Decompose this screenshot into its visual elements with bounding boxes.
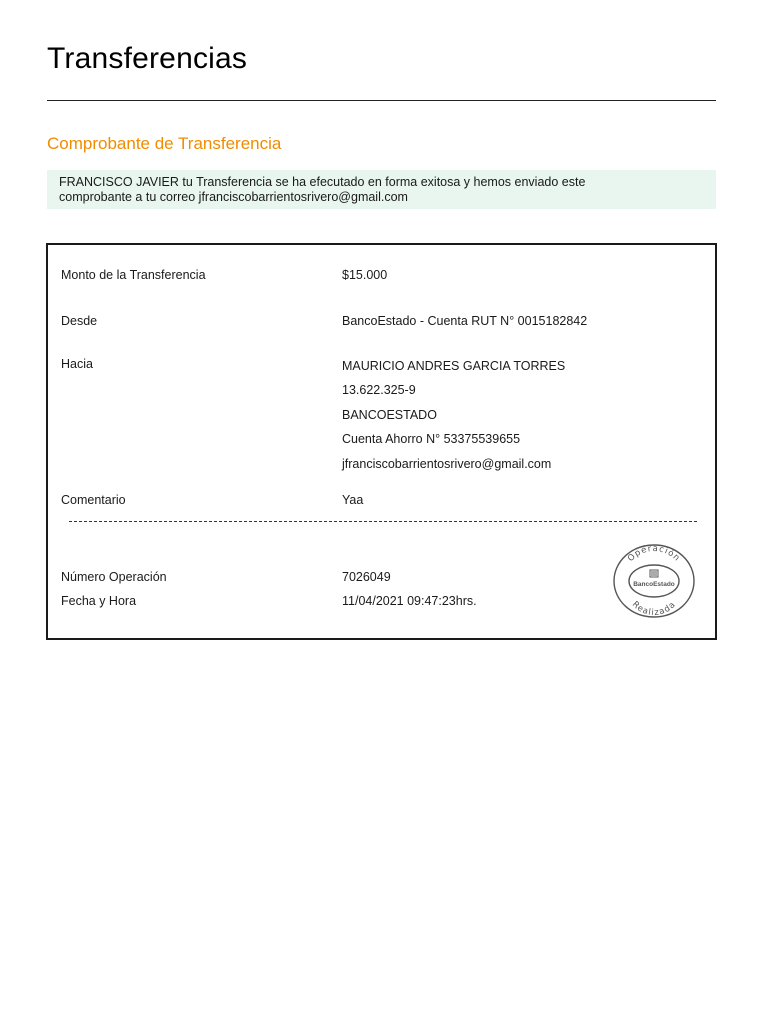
datetime-value: 11/04/2021 09:47:23hrs. — [342, 594, 477, 608]
svg-text:Realizada — [630, 600, 678, 618]
page-title: Transferencias — [47, 42, 248, 75]
to-label: Hacia — [61, 357, 93, 371]
title-divider — [47, 100, 716, 101]
bank-building-icon — [650, 570, 658, 577]
stamp-brand-text: BancoEstado — [633, 581, 675, 588]
amount-label: Monto de la Transferencia — [61, 268, 206, 282]
datetime-label: Fecha y Hora — [61, 594, 137, 608]
stamp-bottom-text: Realizada — [629, 599, 679, 619]
comment-value: Yaa — [342, 493, 364, 507]
recipient-name: MAURICIO ANDRES GARCIA TORRES — [342, 359, 566, 373]
section-heading: Comprobante de Transferencia — [47, 134, 282, 153]
stamp-top-text: Operación — [625, 543, 683, 564]
svg-text:Operación — [626, 544, 682, 564]
comment-label: Comentario — [61, 493, 126, 507]
recipient-rut: 13.622.325-9 — [342, 383, 416, 397]
recipient-account: Cuenta Ahorro N° 53375539655 — [342, 432, 521, 446]
recipient-bank: BANCOESTADO — [342, 408, 437, 422]
notice-line-2: comprobante a tu correo jfranciscobarrientosrivero@gmail.com — [59, 190, 408, 204]
from-label: Desde — [61, 314, 98, 328]
operation-completed-stamp — [612, 543, 696, 619]
recipient-email: jfranciscobarrientosrivero@gmail.com — [342, 457, 552, 471]
operation-number-label: Número Operación — [61, 570, 167, 584]
transfer-receipt — [46, 243, 717, 640]
operation-number-value: 7026049 — [342, 570, 391, 584]
success-notice — [47, 170, 716, 209]
notice-line-1: FRANCISCO JAVIER tu Transferencia se ha efecutado en forma exitosa y hemos enviado este — [59, 175, 586, 189]
from-value: BancoEstado - Cuenta RUT N° 0015182842 — [342, 314, 588, 328]
amount-value: $15.000 — [342, 268, 388, 282]
dashed-separator — [69, 521, 697, 522]
